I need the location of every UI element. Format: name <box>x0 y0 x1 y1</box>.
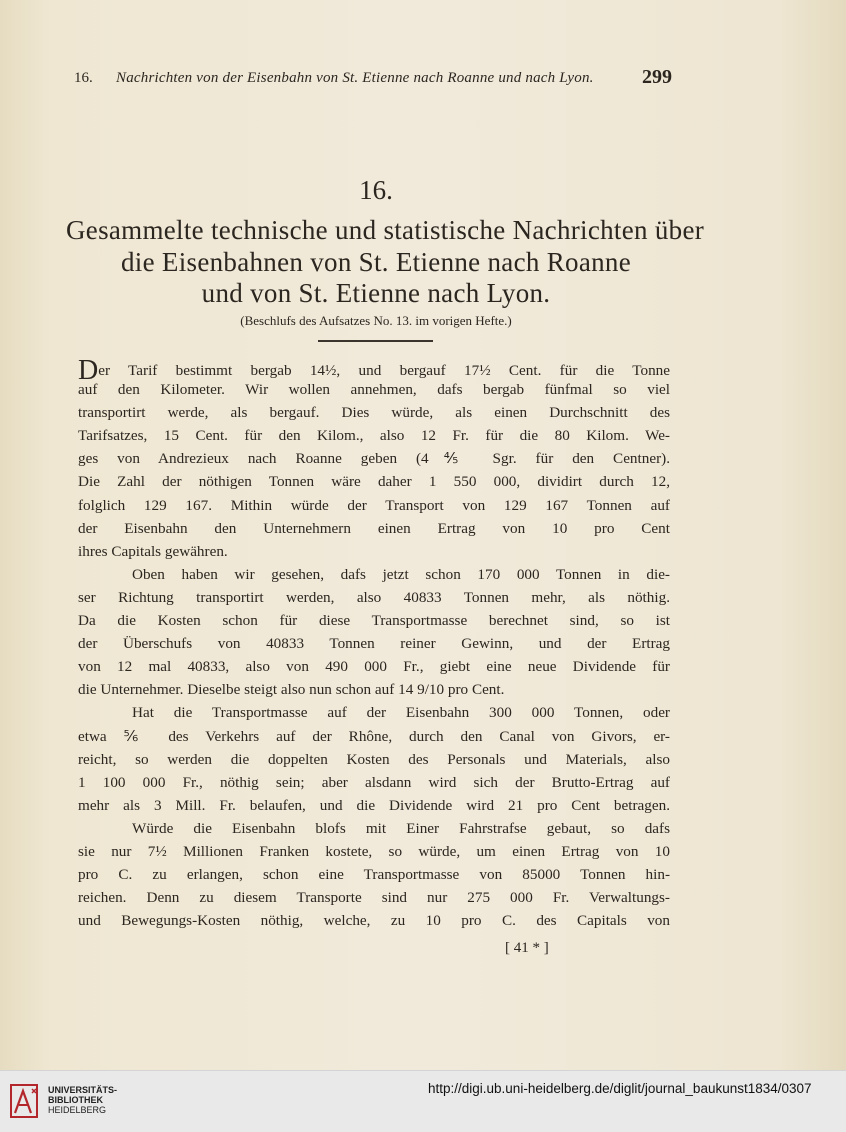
body-line-24: reichen. Denn zu diesem Transporte sind nur 275 000 Fr. Verwaltungs- <box>78 889 670 907</box>
body-line-19: 1 100 000 Fr., nöthig sein; aber alsdann wird sich der Brutto-Ertrag auf <box>78 773 670 791</box>
body-line-14: von 12 mal 40833, also von 490 000 Fr., giebt eine neue Dividende für <box>78 658 670 676</box>
body-line-11: ser Richtung transportirt werden, also 40833 Tonnen mehr, als nöthig. <box>78 588 670 606</box>
body-line-7: folglich 129 167. Mithin würde der Transport von 129 167 Tonnen auf <box>78 496 670 514</box>
body-line-23: pro C. zu erlangen, schon eine Transportmasse von 85000 Tonnen hin- <box>78 866 670 884</box>
body-line-8: der Eisenbahn den Unternehmern einen Ertrag von 10 pro Cent <box>78 519 670 537</box>
running-head-article-number: 16. <box>74 70 93 86</box>
signature-mark: [ 41 * ] <box>505 940 549 956</box>
body-line-4: Tarifsatzes, 15 Cent. für den Kilom., also 12 Fr. für die 80 Kilom. We- <box>78 427 670 445</box>
library-name-line-3: HEIDELBERG <box>48 1105 107 1115</box>
body-line-17: etwa ⅚ des Verkehrs auf der Rhône, durch den Canal von Givors, er- <box>78 727 670 745</box>
article-number: 16. <box>359 175 393 205</box>
body-text <box>78 355 670 932</box>
page-number: 299 <box>642 66 672 88</box>
title-divider-rule <box>318 340 433 342</box>
running-head <box>66 68 686 96</box>
body-line-22: sie nur 7½ Millionen Franken kostete, so würde, um einen Ertrag von 10 <box>78 842 670 860</box>
body-line-12: Da die Kosten schon für diese Transportmasse berechnet sind, so ist <box>78 612 670 630</box>
viewer-footer <box>0 1070 846 1132</box>
library-name <box>48 1085 117 1115</box>
body-line-20: mehr als 3 Mill. Fr. belaufen, und die Dividende wird 21 pro Cent betragen. <box>78 796 670 814</box>
body-line-5: ges von Andrezieux nach Roanne geben (4⅘ Sgr. für den Centner). <box>78 450 670 468</box>
article-title-line-1: Gesammelte technische und statistische Nachrichten über <box>66 215 705 245</box>
body-line-1 <box>78 355 670 386</box>
library-name-line-2: BIBLIOTHEK <box>48 1095 103 1105</box>
body-line-25: und Bewegungs-Kosten nöthig, welche, zu 10 pro C. des Capitals von <box>78 912 670 930</box>
body-line-13: der Überschufs von 40833 Tonnen reiner Gewinn, und der Ertrag <box>78 635 670 653</box>
body-line-6: Die Zahl der nöthigen Tonnen wäre daher 1 550 000, dividirt durch 12, <box>78 473 670 491</box>
body-line-3: transportirt werde, als bergauf. Dies würde, als einen Durchschnitt des <box>78 404 670 422</box>
body-line-18: reicht, so werden die doppelten Kosten des Personals und Materials, also <box>78 750 670 768</box>
body-line-15: die Unternehmer. Dieselbe steigt also nun schon auf 14 9/10 pro Cent. <box>78 681 505 699</box>
body-line-1-text: er Tarif bestimmt bergab 14½, und bergauf 17½ Cent. für die Tonne <box>98 362 670 379</box>
article-title-line-3: und von St. Etienne nach Lyon. <box>201 278 551 308</box>
library-name-line-1: UNIVERSITÄTS- <box>48 1085 118 1095</box>
body-line-10: Oben haben wir gesehen, dafs jetzt schon 170 000 Tonnen in die- <box>132 565 670 583</box>
drop-cap: D <box>78 355 99 386</box>
article-title-line-2: die Eisenbahnen von St. Etienne nach Roanne <box>120 247 631 277</box>
article-subnote: (Beschlufs des Aufsatzes No. 13. im vorigen Hefte.) <box>240 313 512 328</box>
body-line-21: Würde die Eisenbahn blofs mit Einer Fahrstrafse gebaut, so dafs <box>132 819 670 837</box>
body-line-16: Hat die Transportmasse auf der Eisenbahn 300 000 Tonnen, oder <box>132 704 670 722</box>
body-line-2: auf den Kilometer. Wir wollen annehmen, dafs bergab fünfmal so viel <box>78 381 670 399</box>
permalink-url[interactable]: http://digi.ub.uni-heidelberg.de/diglit/journal_baukunst1834/0307 <box>428 1081 812 1096</box>
body-line-9: ihres Capitals gewähren. <box>78 542 228 560</box>
library-logo-icon[interactable] <box>10 1081 40 1121</box>
running-head-title: Nachrichten von der Eisenbahn von St. Etienne nach Roanne und nach Lyon. <box>116 70 594 86</box>
